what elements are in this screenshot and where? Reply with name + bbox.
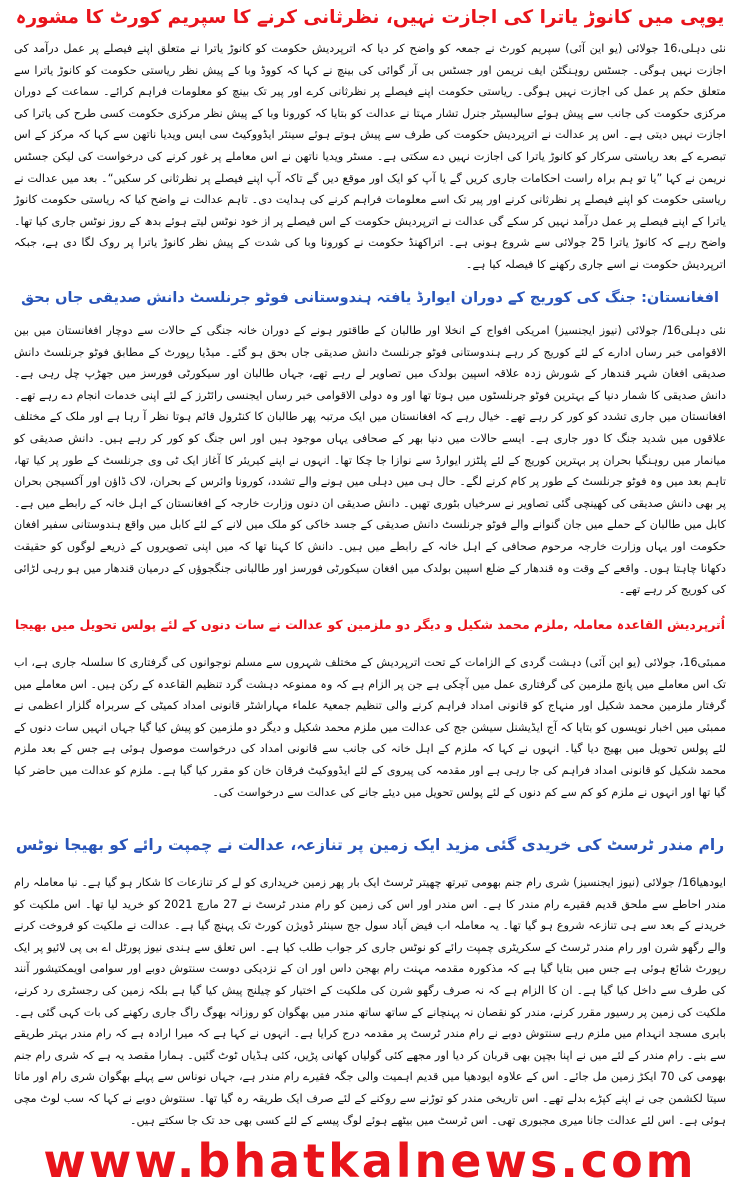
headline-kanwar-yatra: یوپی میں کانوڑ یاترا کی اجازت نہیں، نظرثانی کرنے کا سپریم کورٹ کا مشورہ bbox=[15, 7, 725, 28]
article-al-qaeda-case bbox=[0, 652, 740, 802]
article-body: نئی دہلی،16 جولائی (یو این آئی) سپریم کورٹ نے جمعہ کو واضح کر دیا کہ اترپردیش حکومت کو کانوڑ یاترا نے متعلق اپنے فیصلے پر عمل درآمد کی اجازت نہیں ہوگی۔ جسٹس روہنگٹن ایف نریمن اور جسٹس بی آر گوائی کی بینچ نے کہا کہ کووڈ وبا کے پیش نظر ریاستی حکومت کو کانوڑ یاترا سے متعلق حکم پر عمل کی اجازت نہیں ہوگی۔ ریاستی حکومت اپنے فیصلے پر نظرثانی کرے اور پیر تک بینچ کو معلومات فراہم کرائے۔ سماعت کے دوران مرکزی حکومت کی جانب سے پیش ہوئے سالیسیٹر جنرل تشار مہتا نے عدالت کو بتایا کہ کورونا وبا کے پیش نظر مرکزی حکومت کسی طرح کی یاترا کی اجازت نہیں دیتی ہے۔ اس پر عدالت نے اترپردیش حکومت کی طرف سے پیش ہوتے ہوئے سینئر ایڈووکیٹ سی ایس ویدیا ناتھن سے کہا کہ مرکز کے اس تبصرے کے بعد ریاستی سرکار کو کانوڑ یاترا کی اجازت نہیں دے سکتی ہے۔ مسٹر ویدیا ناتھن نے اس معاملے پر غور کرنے کی درخواست کی لیکن جسٹس نریمن نے کہا ”یا تو ہم براہ راست احکامات جاری کریں گے یا آپ کو ایک اور موقع دیں گے تاکہ آپ اپنے فیصلے پر نظرثانی کر سکیں“۔ بعد میں عدالت نے ریاستی حکومت کو اپنے فیصلے پر نظرثانی کرنے اور پیر تک اسے معلومات فراہم کرنے کی ہدایت دی۔ تاہم عدالت نے واضح کیا کہ ریاستی حکومت کانوڑ یاترا کے اپنے فیصلے پر عمل درآمد نہیں کر سکے گی عدالت نے اترپردیش حکومت کے اس فیصلے پر از خود نوٹس لیتے ہوئے بدھ کے روز نوٹس جاری کیا تھا۔ واضح رہے کہ کانوڑ یاترا 25 جولائی سے شروع ہونی ہے۔ اتراکھنڈ حکومت نے کورونا وبا کی شدت کے پیش نظر کانوڑ یاترا پر روک لگا دی ہے، جبکہ اترپردیش حکومت نے اسے جاری رکھنے کا فیصلہ کیا ہے۔ bbox=[14, 42, 726, 271]
article-danish-siddiqui bbox=[0, 320, 740, 597]
article-body: ایودھیا16/ جولائی (نیوز ایجنسیز) شری رام جنم بھومی تیرتھ چھیتر ٹرسٹ ایک بار پھر زمین خریداری کو لے کر تنازعات کا شکار ہو گیا ہے۔ نیا معاملہ رام مندر احاطے سے ملحق قدیم فقیرے رام مندر کا ہے۔ اس مندر اور اس کی زمین کو رام مندر ٹرسٹ نے 27 مارچ 2021 کو خرید لیا تھا۔ اس ملکیت کو خریدنے کے بعد سے ہی تنازعہ شروع ہو گیا تھا۔ یہ معاملہ اب فیض آباد سول جج سینئر ڈویژن کورٹ تک پہنچ گیا ہے۔ عدالت نے ملکیت کو فروخت کرنے والے رگھو شرن اور رام مندر ٹرسٹ کے سکریٹری چمپت رائے کو نوٹس جاری کر جواب طلب کیا ہے۔ اس تعلق سے ہندی نیوز پورٹل اے بی پی لائیو پر ایک رپورٹ شائع ہوئی ہے جس میں بتایا گیا ہے کہ مذکورہ مقدمہ مہنت رام بھجن داس اور ان کے نزدیکی دوست سنتوش دوبے اور سوامی اویمکتیشور آنند کی طرف سے داخل کیا گیا ہے۔ ان کا الزام ہے کہ نہ صرف رگھو شرن کی ملکیت کے اختیار کو چیلنج پیش کیا گیا ہے بلکہ زمین کی رجسٹری رد کرنے، ملکیت کی زمین پر رسیور مقرر کرنے، مندر کو نقصان نہ پہنچانے کے ساتھ ساتھ مندر میں بھگوان کو روزانہ بھوگ راگ جاری رکھنے کی بات کہی گئی ہے۔ بابری مسجد انہدام میں ملزم رہے سنتوش دوبے نے رام مندر ٹرسٹ پر مقدمہ درج کرایا ہے۔ انہوں نے کہا ہے کہ میرا ارادہ ہے کہ رام مندر بہتر طریقے سے بنے۔ رام مندر کے لئے میں نے اپنا بچپن بھی قربان کر دیا اور مجھے کئی گولیاں کھانی پڑیں، کئی ہڈیاں ٹوٹ گئیں۔ ہمارا مقصد یہ ہے کہ شری رام جنم بھومی کی 70 ایکڑ زمین مل جائے۔ اس کے علاوہ ایودھیا میں قدیم اہمیت والی جگہ فقیرے رام مندر ہے، جہاں نوناس سے پہلے بھگوان شری رام اور ماتا سیتا لکشمن جی نے اپنے کپڑے بدلے تھے۔ اس تاریخی مندر کو توڑنے سے روکنے کے لئے صرف ایک طریقہ رہ گیا تھا۔ سنتوش دوبے نے کہا کہ سب لوٹ مچی ہوئی ہے۔ اس لئے عدالت جانا میری مجبوری تھی۔ اس ٹرسٹ میں بیٹھے ہوئے لوگ پیسے کے لئے کسی بھی حد تک جا سکتے ہیں۔ bbox=[14, 876, 726, 1127]
article-body: نئی دہلی16/ جولائی (نیوز ایجنسیز) امریکی افواج کے انخلا اور طالبان کے طاقتور ہونے کے دوران خانہ جنگی کے حالات سے دوچار افغانستان میں بین الاقوامی خبر رساں ادارے کے لئے کوریج کر رہے ہندوستانی فوٹو جرنلسٹ دانش صدیقی جاں بحق ہو گئے۔ میڈیا رپورٹ کے مطابق فوٹو جرنلسٹ دانش صدیقی افغان شہر قندھار کے شورش زدہ علاقہ اسپین بولدک میں تصاویر لے رہے تھے، جہاں طالبان اور سیکورٹی فورسز میں جھڑپ چل رہی ہے۔ دانش صدیقی کا شمار دنیا کے بہترین فوٹو جرنلسٹوں میں ہوتا تھا اور وہ دولی الاقوامی خبر رساں ایجنسی رائٹرز کے لئے اپنی خدمات انجام دے رہے تھے۔ افغانستان میں جاری تشدد کو کور کر رہے تھے۔ خیال رہے کہ افغانستان میں ایک مرتبہ پھر طالبان کا کنٹرول قائم ہوتا نظر آ رہا ہے اور ملک کے مختلف علاقوں میں شدید جنگ کا دور جاری ہے۔ ایسے حالات میں دنیا بھر کے صحافی یہاں موجود ہیں اور اس جنگ کو کور کر رہے ہیں۔ دانش صدیقی کو میانمار میں روہنگیا بحران پر بہترین کوریج کے لئے پلٹزر ایوارڈ سے نوازا جا چکا تھا۔ انہوں نے اپنے کیریئر کا آغاز ایک ٹی وی جرنلسٹ کے طور پر کیا تھا، تاہم بعد میں وہ فوٹو جرنلسٹ کے طور پر کام کرنے لگے۔ حال ہی میں دہلی میں ہونے والے تشدد، کورونا وائرس کے بحران، لاک ڈاؤن اور آکسیجن بحران پر بھی دانش صدیقی کی کھینچی گئی تصاویر نے سرخیاں بٹوری تھیں۔ دانش صدیقی ان دنوں وزارت خارجہ کے افغانستان کے اہل خانہ کے رابطے میں ہے۔ کابل میں طالبان کے حملے میں جان گنوانے والے فوٹو جرنلسٹ دانش صدیقی کے جسد خاکی کو ملک میں لانے کے لئے کابل میں واقع ہندوستانی سفیر افغان حکومت اور یہاں وزارت خارجہ مرحوم صحافی کے اہل خانہ کے رابطے میں ہیں۔ دانش کا کہنا تھا کہ میں اپنی تصویروں کے ذریعے لوگوں کو حقیقت دکھانا چاہتا ہوں۔ واقعے کے وقت وہ قندھار کے ضلع اسپین بولدک میں افغان سیکورٹی فورسز اور طالبانی جنگجوؤں کے درمیان قندھار میں ہو رہی لڑائی کی کوریج کر رہے تھے۔ bbox=[14, 324, 726, 597]
headline-danish-siddiqui: افغانستان: جنگ کی کوریج کے دوران ایوارڈ یافتہ ہندوستانی فوٹو جرنلسٹ دانش صدیقی جاں بحق bbox=[21, 290, 719, 306]
article-body: ممبئی16، جولائی (یو این آئی) دہشت گردی کے الزامات کے تحت اترپردیش کے مختلف شہروں سے مسلم نوجوانوں کی گرفتاری کا سلسلہ جاری ہے، اب تک اس معاملے میں پانچ ملزمین کی گرفتاری عمل میں آچکی ہے جن پر الزام ہے کہ وہ ممنوعہ دہشت گرد تنظیم القاعدہ کے رکن ہیں۔ اس معاملے میں گرفتار ملزمین محمد شکیل اور منہاج کو قانونی امداد فراہم کرنے والی تنظیم جمعیۃ علماء مہاراشٹر قانونی امداد کمیٹی کے سربراہ گلزار اعظمی نے ممبئی میں اخبار نویسوں کو بتایا کہ آج ایڈیشنل سیشن جج کی عدالت میں ملزم محمد شکیل و دیگر دو ملزمین کو پیش کیا گیا جہاں انہیں سات دنوں کے لئے پولس تحویل میں بھیج دیا گیا۔ انہوں نے کہا کہ ملزم کے اہل خانہ کی جانب سے قانونی امداد کی درخواست موصول ہوئی ہے جس کے بعد ملزم محمد شکیل کو قانونی امداد فراہم کی جا رہی ہے اور مقدمہ کی پیروی کے لئے ایڈووکیٹ فرقان خان کو مقرر کیا گیا ہے۔ ملزم کو عدالت میں حاضر کیا گیا تھا اور انہوں نے ملزم کو کم سے کم دنوں کے لئے پولس تحویل میں دیئے جانے کی عدالت سے درخواست کی۔ bbox=[14, 656, 726, 799]
headline-ram-mandir-trust: رام مندر ٹرسٹ کی خریدی گئی مزید ایک زمین پر تنازعہ، عدالت نے چمپت رائے کو بھیجا نوٹس bbox=[15, 836, 725, 854]
article-kanwar-yatra bbox=[0, 38, 740, 276]
headline-al-qaeda-case: اُترپردیش القاعدہ معاملہ ,ملزم محمد شکیل و دیگر دو ملزمین کو عدالت نے سات دنوں کے لئے پولس تحویل میں بھیجا bbox=[14, 617, 726, 632]
site-watermark: www.bhatkalnews.com bbox=[43, 1134, 697, 1188]
article-ram-mandir-trust bbox=[0, 872, 740, 1134]
